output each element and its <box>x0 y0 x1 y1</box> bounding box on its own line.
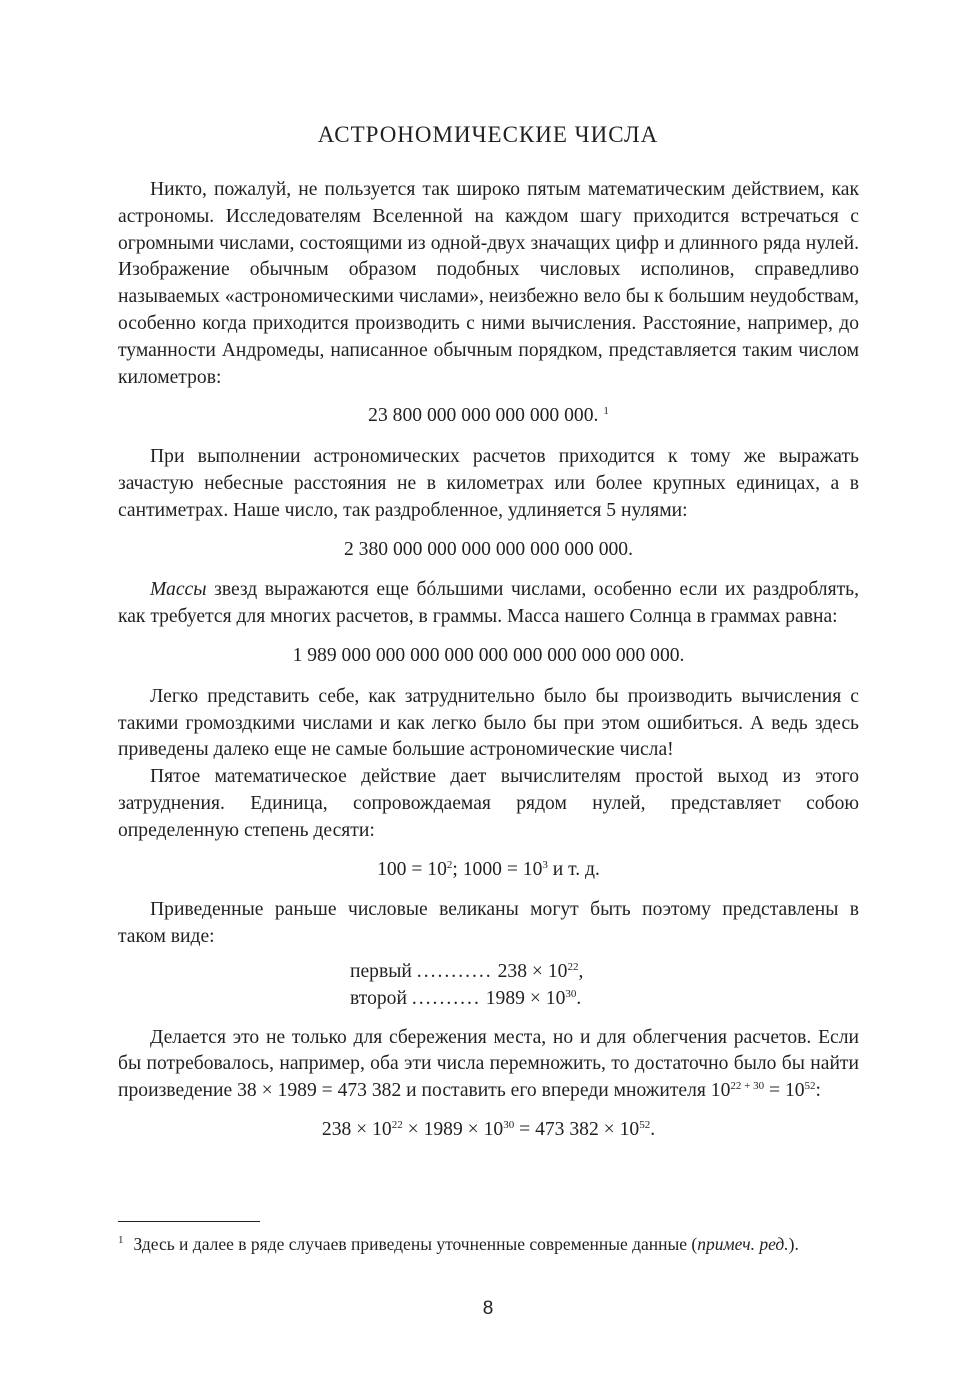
footnote-divider <box>118 1221 260 1222</box>
list-label: второй <box>350 987 407 1009</box>
number-list <box>118 959 859 1013</box>
paragraph-3 <box>118 577 859 631</box>
punctuation: : <box>815 1080 821 1102</box>
footnote-ref: 1 <box>603 405 609 418</box>
exponent: 2 <box>446 858 453 871</box>
formula-part: = 10 <box>764 1080 805 1102</box>
formula-value: 23 800 000 000 000 000 000. <box>368 405 599 427</box>
formula-part: 238 × 10 <box>321 1118 392 1140</box>
list-item <box>350 986 670 1013</box>
list-item <box>350 959 670 986</box>
formula-part: ; 1000 = 10 <box>452 858 543 880</box>
list-label: первый <box>350 960 412 982</box>
formula-part: × 1989 × 10 <box>402 1118 504 1140</box>
exponent: 22 <box>567 960 579 973</box>
punctuation: . <box>650 1118 656 1140</box>
footnote-text: Здесь и далее в ряде случаев приведены уточненные современные данные ( <box>133 1234 698 1254</box>
exponent: 30 <box>565 987 577 1000</box>
footnote <box>118 1228 878 1256</box>
formula-part: и т. д. <box>547 858 600 880</box>
exponent: 52 <box>639 1118 651 1131</box>
footnote-italic: примеч. ред. <box>697 1234 789 1254</box>
body-text <box>118 177 859 1158</box>
list-value: 1989 × 10 <box>485 987 566 1009</box>
exponent: 52 <box>804 1080 816 1093</box>
leader-dots: .......... <box>411 987 481 1009</box>
formula-powers-of-ten <box>118 857 859 884</box>
paragraph-3-text: звезд выражаются еще бóльшими числами, особенно если их раздроблять, как требуется для многих расчетов, в граммы. Масса нашего Солнца в граммах равна: <box>118 579 859 628</box>
formula-andromeda-distance <box>118 403 859 430</box>
page-number: 8 <box>482 1298 494 1319</box>
paragraph-2: При выполнении астрономических расчетов приходится к тому же выражать зачастую небесные расстояния не в километрах или более крупных единицах, а в сантиметрах. Наше число, так раздробленное, удлиняется 5 нулями: <box>118 446 859 521</box>
paragraph-1: Никто, пожалуй, не пользуется так широко пятым математическим действием, как астрономы. Исследователям Вселенной на каждом шагу приходится встречаться с огромными числами, состоящими из одной-двух значащих цифр и длинного ряда нулей. Изображение обычным образом подобных числовых исполинов, справедливо называемых «астрономическими числами», неизбежно вело бы к большим неудобствам, особенно когда приходится производить с ними вычисления. Расстояние, например, до туманности Андромеды, написанное обычным порядком, представляется таким числом километров: <box>118 179 859 388</box>
punctuation: , <box>578 960 584 982</box>
paragraph-5: Пятое математическое действие дает вычислителям простой выход из этого затруднения. Единица, сопровождаемая рядом нулей, представляет собою определенную степень десяти: <box>118 766 859 841</box>
exponent: 22 <box>391 1118 403 1131</box>
chapter-title: АСТРОНОМИЧЕСКИЕ ЧИСЛА <box>317 122 659 147</box>
exponent: 30 <box>503 1118 515 1131</box>
paragraph-7 <box>118 1025 859 1105</box>
paragraph-6: Приведенные раньше числовые великаны могут быть поэтому представлены в таком виде: <box>118 899 859 948</box>
formula-centimeters: 2 380 000 000 000 000 000 000 000. <box>343 538 633 560</box>
formula-part: 100 = 10 <box>377 858 447 880</box>
paragraph-7-text: Делается это не только для сбережения места, но и для облегчения расчетов. Если бы потребовалось, например, оба эти числа перемножить, то достаточно было бы найти произведение 38 × 1989 = 473 382 и поставить его впереди множителя 10 <box>118 1026 859 1102</box>
exponent: 22 + 30 <box>730 1080 765 1093</box>
italic-word: Массы <box>150 579 207 601</box>
exponent: 3 <box>542 858 548 871</box>
footnote-end: ). <box>788 1234 799 1254</box>
leader-dots: ........... <box>416 960 493 982</box>
paragraph-4: Легко представить себе, как затруднительно было бы производить вычисления с такими громоздкими числами и как легко было бы при этом ошибиться. А ведь здесь приведены далеко еще не самые большие астрономические числа! <box>118 685 859 761</box>
formula-product <box>118 1117 859 1144</box>
punctuation: . <box>576 987 582 1009</box>
formula-sun-mass: 1 989 000 000 000 000 000 000 000 000 000 000. <box>292 644 685 666</box>
footnote-mark: 1 <box>118 1234 124 1246</box>
list-value: 238 × 10 <box>497 960 568 982</box>
formula-part: = 473 382 × 10 <box>514 1118 640 1140</box>
